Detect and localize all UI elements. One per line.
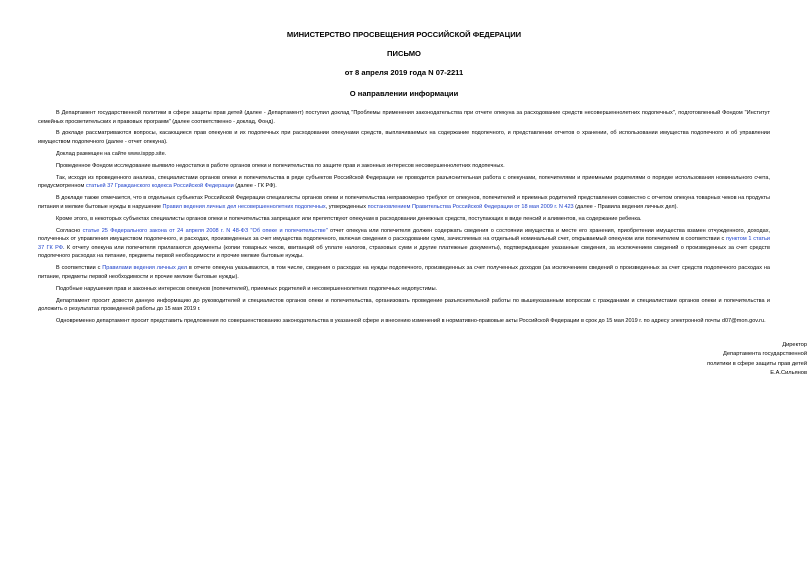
paragraph-text: В докладе рассматриваются вопросы, касающиеся прав опекунов и их подопечных при расходовании опекунами средств, выплачиваемых на содержание подопечного, и представлении отчетов о хранении, об использовании имущества подопечного и об управлении имуществом подопечного (далее - отчет опекуна). xyxy=(38,130,770,146)
paragraph xyxy=(38,317,770,326)
document-page xyxy=(38,30,770,329)
paragraph-text: Одновременно департамент просит представить предложения по совершенствованию законодательства в указанной сфере и внесению изменений в нормативно-правовые акты Российской Федерации в срок до 15 мая 2019 г. по адресу электронной почты d07@mon.gov.ru. xyxy=(56,318,766,325)
document-type: ПИСЬМО xyxy=(387,49,421,58)
paragraph-text: Подобные нарушения прав и законных интересов опекунов (попечителей), приемных родителей и несовершеннолетних подопечных недопустимы. xyxy=(56,285,438,292)
ministry-heading: МИНИСТЕРСТВО ПРОСВЕЩЕНИЯ РОССИЙСКОЙ ФЕДЕРАЦИИ xyxy=(286,30,522,39)
document-reference-link[interactable]: Правилами ведения личных дел xyxy=(102,265,188,272)
paragraph-text: Проведенное Фондом исследование выявило недостатки в работе органов опеки и попечительства по защите прав и законных интересов несовершеннолетних подопечных. xyxy=(56,162,505,169)
paragraph-text: В докладе также отмечается, что в отдельных субъектах Российской Федерации специалисты органов опеки и попечительства неправомерно требуют от опекунов, попечителей и приемных родителей представления совместно с отчетом опекуна товарных чеков на продукты питания и мелкие бытовые нужды в нарушение xyxy=(38,195,770,210)
paragraph xyxy=(38,150,770,159)
paragraph-text: Департамент просит довести данную информацию до руководителей и специалистов органов опеки и попечительства, организовать проведение разъяснительной работы по вышеуказанным вопросам с гражданами и специалистами органов опеки и попечительства и доложить о результатах проведенной работы до 15 мая 2019 г. xyxy=(38,297,770,313)
paragraph-text: Кроме этого, в некоторых субъектах специалисты органов опеки и попечительства запрещают или препятствуют опекунам в расходовании денежных средств, поступающих в виде пенсий и алиментов, на содержание ребенка. xyxy=(56,215,642,222)
document-reference-link[interactable]: постановлением Правительства Российской Федерации от 18 мая 2009 г. N 423 xyxy=(367,203,574,210)
document-body xyxy=(38,109,770,326)
paragraph xyxy=(38,215,770,224)
paragraph-text: В соответствии с xyxy=(56,265,103,272)
paragraph-text: Доклад размещен на сайте www.isppp.site. xyxy=(56,150,167,157)
document-date-number: от 8 апреля 2019 года N 07-2211 xyxy=(344,68,464,77)
paragraph-text: в отчете опекуна указываются, в том числе, сведения о расходах на нужды подопечного, произведенных за счет полученных доходов (за исключением сведений о произведенных за счет средств подопечного расходах на питание, предметы первой необходимости и прочие мелкие бытовые нужды). xyxy=(38,265,770,280)
paragraph xyxy=(38,194,770,211)
document-reference-link[interactable]: пунктом 1 статьи 37 ГК РФ xyxy=(38,236,770,251)
paragraph-text: В Департамент государственной политики в сфере защиты прав детей (далее - Департамент) поступил доклад "Проблемы применения законодательства при отчете опекуна за расходование средств несовершеннолетних подопечных", подготовленный Фондом "Институт семейных просветительских и правовых программ" (далее соответственно - доклад, Фонд). xyxy=(38,110,770,125)
paragraph-text: отчет опекуна или попечителя должен содержать сведения о состоянии имущества и месте его хранения, приобретении имущества взамен отчужденного, доходах, полученных от управления имуществом подопечного, и расходах, произведенных за счет имущества подопечного, включая сведения о расходовании сумм, зачисляемых на отдельный номинальный счет, открываемый опекуном или попечителем в соответствии с xyxy=(38,227,771,243)
paragraph xyxy=(38,285,770,294)
document-reference-link[interactable]: Правил ведения личных дел несовершеннолетних подопечных xyxy=(162,203,326,210)
signature-block xyxy=(707,341,807,379)
signature-name: Е.А.Сильянов xyxy=(770,370,807,377)
document-reference-link[interactable]: статьей 37 Гражданского кодекса Российской Федерации xyxy=(85,183,234,190)
paragraph-text: . К отчету опекуна или попечителя прилагаются документы (копии товарных чеков, квитанций об уплате налогов, страховых сумм и другие платежные документы), подтверждающие указанные сведения, за исключением сведений о произведенных за счет средств подопечного расходах на питание, предметы первой необходимости и прочие мелкие бытовые нужды. xyxy=(38,244,770,260)
document-reference-link[interactable]: статье 25 Федерального закона от 24 апреля 2008 г. N 48-ФЗ "Об опеке и попечительстве" xyxy=(82,227,328,234)
signature-position: Директор xyxy=(782,342,807,348)
paragraph xyxy=(38,129,770,146)
paragraph xyxy=(38,174,770,191)
signature-department: Департамента государственной xyxy=(723,351,807,358)
paragraph-text: (далее - Правила ведения личных дел). xyxy=(573,203,678,210)
document-subject: О направлении информации xyxy=(349,89,459,98)
paragraph xyxy=(38,109,770,126)
paragraph xyxy=(38,264,770,281)
paragraph xyxy=(38,227,770,261)
paragraph-text: , утвержденных xyxy=(325,203,368,210)
paragraph-text: Так, исходя из проведенного анализа, специалистами органов опеки и попечительства в ряде субъектов Российской Федерации не проводится разъяснительная работа с опекунами, попечителями и приемными родителями о порядке использования номинального счета, предусмотренном xyxy=(38,174,770,190)
signature-department-scope: политики в сфере защиты прав детей xyxy=(707,360,807,367)
paragraph-text: Согласно xyxy=(56,227,83,234)
paragraph-text: (далее - ГК РФ). xyxy=(233,183,277,190)
paragraph xyxy=(38,162,770,171)
paragraph xyxy=(38,297,770,314)
